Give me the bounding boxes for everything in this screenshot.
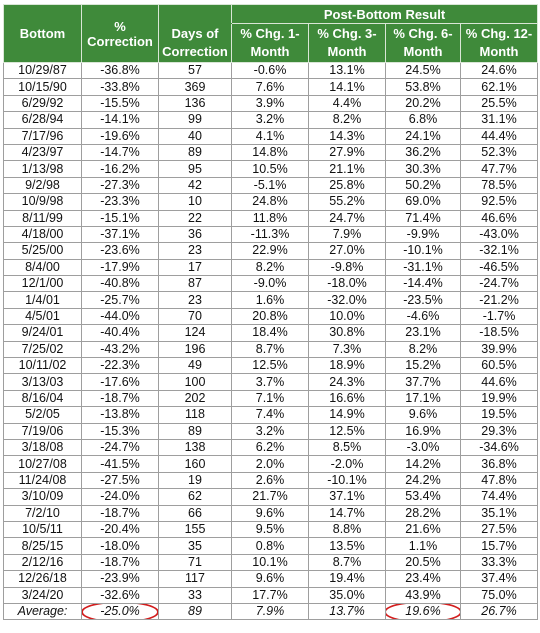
table-cell: 24.1% [386, 128, 461, 144]
header-pct-correction-line1: % [114, 18, 126, 34]
table-body [4, 63, 538, 620]
table-cell: 62.1% [461, 79, 538, 95]
table-cell: 57 [159, 63, 232, 79]
table-cell: 3/24/20 [4, 587, 82, 603]
table-cell: -40.4% [82, 325, 159, 341]
table-cell: 37.7% [386, 374, 461, 390]
table-cell: 155 [159, 521, 232, 537]
table-cell: 36.8% [461, 456, 538, 472]
table-cell: 2/12/16 [4, 554, 82, 570]
table-cell: -22.3% [82, 358, 159, 374]
table-cell: 11/24/08 [4, 472, 82, 488]
table-cell: 124 [159, 325, 232, 341]
table-cell: 55.2% [309, 194, 386, 210]
table-cell: 14.7% [309, 505, 386, 521]
table-cell: 10/5/11 [4, 521, 82, 537]
table-cell: 29.3% [461, 423, 538, 439]
table-cell: 27.9% [309, 144, 386, 160]
table-cell: 17.7% [232, 587, 309, 603]
table-cell: 9.6% [386, 407, 461, 423]
table-row [4, 63, 538, 79]
table-row [4, 554, 538, 570]
table-cell: 3.9% [232, 95, 309, 111]
table-cell: 117 [159, 571, 232, 587]
table-cell: 47.8% [461, 472, 538, 488]
table-cell: -10.1% [386, 243, 461, 259]
table-cell: 28.2% [386, 505, 461, 521]
table-cell: 33 [159, 587, 232, 603]
table-cell: 7.4% [232, 407, 309, 423]
table-cell: 10.0% [309, 308, 386, 324]
table-cell: 10/15/90 [4, 79, 82, 95]
table-cell: 43.9% [386, 587, 461, 603]
table-cell: -15.5% [82, 95, 159, 111]
table-cell: 100 [159, 374, 232, 390]
table-cell: 40 [159, 128, 232, 144]
table-cell: 196 [159, 341, 232, 357]
table-cell: 27.0% [309, 243, 386, 259]
table-cell: 18.9% [309, 358, 386, 374]
header-chg-3m-line2: Month [327, 44, 367, 59]
table-cell: -19.6% [82, 128, 159, 144]
table-cell: 35.0% [309, 587, 386, 603]
table-cell: 12/1/00 [4, 276, 82, 292]
header-chg-12m-line1: % Chg. 12- [465, 26, 533, 41]
table-cell: 4/18/00 [4, 226, 82, 242]
table-cell: 89 [159, 144, 232, 160]
table-cell: 6.8% [386, 112, 461, 128]
table-cell: -14.4% [386, 276, 461, 292]
table-cell: 8/4/00 [4, 259, 82, 275]
table-cell: 10/29/87 [4, 63, 82, 79]
table-cell: 24.2% [386, 472, 461, 488]
table-cell: -44.0% [82, 308, 159, 324]
table-cell: 14.3% [309, 128, 386, 144]
table-cell: -32.1% [461, 243, 538, 259]
table-cell: -0.6% [232, 63, 309, 79]
table-cell: -33.8% [82, 79, 159, 95]
table-cell: -20.4% [82, 521, 159, 537]
table-cell: 369 [159, 79, 232, 95]
table-cell: 25.8% [309, 177, 386, 193]
table-cell: 42 [159, 177, 232, 193]
table-row [4, 144, 538, 160]
table-row [4, 390, 538, 406]
table-row [4, 472, 538, 488]
table-cell: 17.1% [386, 390, 461, 406]
table-cell: 3.2% [232, 423, 309, 439]
table-cell: 12.5% [232, 358, 309, 374]
table-row [4, 341, 538, 357]
table-cell: 10.5% [232, 161, 309, 177]
average-cell [82, 603, 159, 619]
table-cell: 136 [159, 95, 232, 111]
table-cell: 10 [159, 194, 232, 210]
table-cell: -18.5% [461, 325, 538, 341]
table-cell: 20.8% [232, 308, 309, 324]
table-cell: -27.5% [82, 472, 159, 488]
table-cell: -15.3% [82, 423, 159, 439]
table-cell: 10/11/02 [4, 358, 82, 374]
table-cell: 24.3% [309, 374, 386, 390]
table-row [4, 374, 538, 390]
table-cell: -40.8% [82, 276, 159, 292]
table-cell: -18.7% [82, 505, 159, 521]
table-cell: 37.1% [309, 489, 386, 505]
table-cell: 37.4% [461, 571, 538, 587]
table-cell: 22 [159, 210, 232, 226]
table-cell: 24.7% [309, 210, 386, 226]
table-cell: 6.2% [232, 439, 309, 455]
table-cell: -24.7% [461, 276, 538, 292]
table-row [4, 177, 538, 193]
table-cell: 75.0% [461, 587, 538, 603]
table-cell: 160 [159, 456, 232, 472]
table-cell: -5.1% [232, 177, 309, 193]
table-cell: 202 [159, 390, 232, 406]
table-cell: 21.6% [386, 521, 461, 537]
table-cell: 8/25/15 [4, 538, 82, 554]
header-chg-6m-line2: Month [403, 44, 443, 59]
table-cell: 7.1% [232, 390, 309, 406]
table-cell: 9/2/98 [4, 177, 82, 193]
table-cell: 23.1% [386, 325, 461, 341]
table-cell: 62 [159, 489, 232, 505]
table-cell: 53.4% [386, 489, 461, 505]
table-cell: -24.0% [82, 489, 159, 505]
table-row [4, 325, 538, 341]
table-row [4, 194, 538, 210]
table-cell: -43.2% [82, 341, 159, 357]
table-cell: 46.6% [461, 210, 538, 226]
average-label: Average: [4, 603, 82, 619]
table-cell: -3.0% [386, 439, 461, 455]
table-cell: 12.5% [309, 423, 386, 439]
table-cell: 2.6% [232, 472, 309, 488]
header-chg-12m-line2: Month [479, 44, 519, 59]
table-cell: 30.3% [386, 161, 461, 177]
table-cell: 87 [159, 276, 232, 292]
table-cell: 20.5% [386, 554, 461, 570]
table-cell: 8.2% [232, 259, 309, 275]
table-cell: -18.0% [82, 538, 159, 554]
table-cell: 6/28/94 [4, 112, 82, 128]
table-cell: 4/5/01 [4, 308, 82, 324]
table-cell: 31.1% [461, 112, 538, 128]
table-cell: 52.3% [461, 144, 538, 160]
table-cell: 23 [159, 243, 232, 259]
table-cell: 7.6% [232, 79, 309, 95]
table-cell: 21.7% [232, 489, 309, 505]
table-cell: -13.8% [82, 407, 159, 423]
table-cell: 8.7% [309, 554, 386, 570]
table-cell: 8.7% [232, 341, 309, 357]
table-cell: 99 [159, 112, 232, 128]
table-cell: -18.7% [82, 554, 159, 570]
table-cell: 23.4% [386, 571, 461, 587]
header-pct-correction [82, 5, 159, 63]
table-cell: 14.1% [309, 79, 386, 95]
table-row [4, 456, 538, 472]
table-cell: -31.1% [386, 259, 461, 275]
table-row [4, 439, 538, 455]
table-row [4, 292, 538, 308]
table-cell: 3.2% [232, 112, 309, 128]
table-cell: 25.5% [461, 95, 538, 111]
table-cell: 66 [159, 505, 232, 521]
table-cell: -27.3% [82, 177, 159, 193]
table-cell: 19.9% [461, 390, 538, 406]
table-cell: 15.7% [461, 538, 538, 554]
header-chg-1-month [232, 24, 309, 63]
table-cell: 12/26/18 [4, 571, 82, 587]
table-cell: 3/13/03 [4, 374, 82, 390]
table-cell: 7.3% [309, 341, 386, 357]
average-cell: 26.7% [461, 603, 538, 619]
table-cell: -24.7% [82, 439, 159, 455]
table-cell: -17.9% [82, 259, 159, 275]
table-row [4, 521, 538, 537]
table-cell: 6/29/92 [4, 95, 82, 111]
table-cell: 44.6% [461, 374, 538, 390]
header-days-line2: Correction [162, 44, 228, 59]
table-cell: 0.8% [232, 538, 309, 554]
average-cell: 7.9% [232, 603, 309, 619]
table-cell: 21.1% [309, 161, 386, 177]
table-cell: 30.8% [309, 325, 386, 341]
table-cell: 138 [159, 439, 232, 455]
table-cell: 4/23/97 [4, 144, 82, 160]
table-cell: 71.4% [386, 210, 461, 226]
average-row [4, 603, 538, 619]
table-cell: 8/11/99 [4, 210, 82, 226]
table-cell: 7.9% [309, 226, 386, 242]
table-cell: 13.1% [309, 63, 386, 79]
table-cell: 53.8% [386, 79, 461, 95]
table-cell: -43.0% [461, 226, 538, 242]
table-cell: 44.4% [461, 128, 538, 144]
table-cell: 15.2% [386, 358, 461, 374]
table-cell: 16.6% [309, 390, 386, 406]
header-chg-6m-line1: % Chg. 6- [393, 26, 453, 41]
table-row [4, 407, 538, 423]
table-row [4, 489, 538, 505]
table-row [4, 538, 538, 554]
table-cell: 60.5% [461, 358, 538, 374]
table-cell: -14.1% [82, 112, 159, 128]
table-cell: 16.9% [386, 423, 461, 439]
table-row [4, 259, 538, 275]
header-chg-1m-line2: Month [250, 44, 290, 59]
table-cell: 24.5% [386, 63, 461, 79]
table-cell: -9.9% [386, 226, 461, 242]
table-cell: 2.0% [232, 456, 309, 472]
table-cell: 1.6% [232, 292, 309, 308]
table-cell: -1.7% [461, 308, 538, 324]
table-cell: 19 [159, 472, 232, 488]
header-days-spacer [159, 5, 232, 24]
table-cell: -25.7% [82, 292, 159, 308]
table-cell: 3/18/08 [4, 439, 82, 455]
table-cell: -37.1% [82, 226, 159, 242]
table-cell: 8.8% [309, 521, 386, 537]
table-cell: -32.0% [309, 292, 386, 308]
table-cell: -18.7% [82, 390, 159, 406]
table-cell: 13.5% [309, 538, 386, 554]
table-cell: 8.5% [309, 439, 386, 455]
table-cell: -17.6% [82, 374, 159, 390]
table-cell: 36.2% [386, 144, 461, 160]
table-cell: 22.9% [232, 243, 309, 259]
average-value: 19.6% [405, 604, 441, 619]
table-row [4, 276, 538, 292]
table-cell: 35 [159, 538, 232, 554]
average-cell [386, 603, 461, 619]
table-row [4, 79, 538, 95]
table-cell: 8.2% [386, 341, 461, 357]
table-cell: 24.8% [232, 194, 309, 210]
table-cell: 7/19/06 [4, 423, 82, 439]
table-cell: 19.5% [461, 407, 538, 423]
table-cell: 33.3% [461, 554, 538, 570]
table-cell: 18.4% [232, 325, 309, 341]
table-cell: 35.1% [461, 505, 538, 521]
table-cell: 36 [159, 226, 232, 242]
table-cell: -9.0% [232, 276, 309, 292]
table-cell: 7/25/02 [4, 341, 82, 357]
table-cell: 27.5% [461, 521, 538, 537]
table-cell: 14.9% [309, 407, 386, 423]
table-cell: 9.6% [232, 571, 309, 587]
table-cell: 89 [159, 423, 232, 439]
table-cell: -23.3% [82, 194, 159, 210]
table-row [4, 358, 538, 374]
table-cell: 20.2% [386, 95, 461, 111]
header-chg-3m-line1: % Chg. 3- [317, 26, 377, 41]
table-cell: 5/2/05 [4, 407, 82, 423]
table-row [4, 571, 538, 587]
table-cell: -32.6% [82, 587, 159, 603]
table-cell: 70 [159, 308, 232, 324]
header-days-of-correction [159, 24, 232, 63]
header-chg-3-month [309, 24, 386, 63]
header-bottom: Bottom [4, 5, 82, 63]
table-cell: -11.3% [232, 226, 309, 242]
table-cell: 17 [159, 259, 232, 275]
table-cell: -23.6% [82, 243, 159, 259]
table-cell: -23.5% [386, 292, 461, 308]
table-row [4, 505, 538, 521]
table-cell: -36.8% [82, 63, 159, 79]
table-row [4, 161, 538, 177]
table-cell: 71 [159, 554, 232, 570]
table-cell: 8/16/04 [4, 390, 82, 406]
table-cell: 23 [159, 292, 232, 308]
table-row [4, 423, 538, 439]
header-days-line1: Days of [171, 26, 219, 41]
header-chg-1m-line1: % Chg. 1- [240, 26, 300, 41]
table-cell: -9.8% [309, 259, 386, 275]
header-post-bottom-result: Post-Bottom Result [232, 5, 538, 24]
table-cell: 39.9% [461, 341, 538, 357]
table-cell: 50.2% [386, 177, 461, 193]
table-row [4, 587, 538, 603]
table-cell: 3.7% [232, 374, 309, 390]
table-cell: 3/10/09 [4, 489, 82, 505]
table-row [4, 243, 538, 259]
table-cell: -15.1% [82, 210, 159, 226]
table-cell: 19.4% [309, 571, 386, 587]
table-cell: -2.0% [309, 456, 386, 472]
table-cell: -16.2% [82, 161, 159, 177]
table-cell: -46.5% [461, 259, 538, 275]
average-cell: 89 [159, 603, 232, 619]
table-cell: 7/2/10 [4, 505, 82, 521]
market-bottoms-table [3, 4, 538, 620]
table-cell: 49 [159, 358, 232, 374]
table-cell: -10.1% [309, 472, 386, 488]
table-cell: 10.1% [232, 554, 309, 570]
table-cell: 24.6% [461, 63, 538, 79]
table-cell: 10/9/98 [4, 194, 82, 210]
table-cell: 14.8% [232, 144, 309, 160]
table-cell: -14.7% [82, 144, 159, 160]
table-row [4, 226, 538, 242]
table-cell: 14.2% [386, 456, 461, 472]
table-cell: 10/27/08 [4, 456, 82, 472]
average-value: -25.0% [100, 604, 140, 619]
average-cell: 13.7% [309, 603, 386, 619]
header-chg-6-month [386, 24, 461, 63]
table-cell: -18.0% [309, 276, 386, 292]
table-cell: 9.6% [232, 505, 309, 521]
table-cell: 1/4/01 [4, 292, 82, 308]
table-row [4, 95, 538, 111]
table-row [4, 210, 538, 226]
table-cell: 11.8% [232, 210, 309, 226]
table-cell: 8.2% [309, 112, 386, 128]
header-chg-12-month [461, 24, 538, 63]
table-cell: -34.6% [461, 439, 538, 455]
table-row [4, 128, 538, 144]
header-pct-correction-line2: Correction [87, 33, 153, 49]
table-cell: 74.4% [461, 489, 538, 505]
table-cell: -23.9% [82, 571, 159, 587]
table-cell: 5/25/00 [4, 243, 82, 259]
table-cell: -4.6% [386, 308, 461, 324]
table-row [4, 112, 538, 128]
table-cell: 9/24/01 [4, 325, 82, 341]
table-cell: 4.4% [309, 95, 386, 111]
table-cell: 9.5% [232, 521, 309, 537]
table-row [4, 308, 538, 324]
table-cell: 1.1% [386, 538, 461, 554]
table-cell: -21.2% [461, 292, 538, 308]
table-cell: 7/17/96 [4, 128, 82, 144]
table-cell: 118 [159, 407, 232, 423]
table-cell: 1/13/98 [4, 161, 82, 177]
table-cell: -41.5% [82, 456, 159, 472]
table-cell: 95 [159, 161, 232, 177]
table-cell: 69.0% [386, 194, 461, 210]
table-cell: 92.5% [461, 194, 538, 210]
table-cell: 78.5% [461, 177, 538, 193]
table-cell: 47.7% [461, 161, 538, 177]
table-cell: 4.1% [232, 128, 309, 144]
